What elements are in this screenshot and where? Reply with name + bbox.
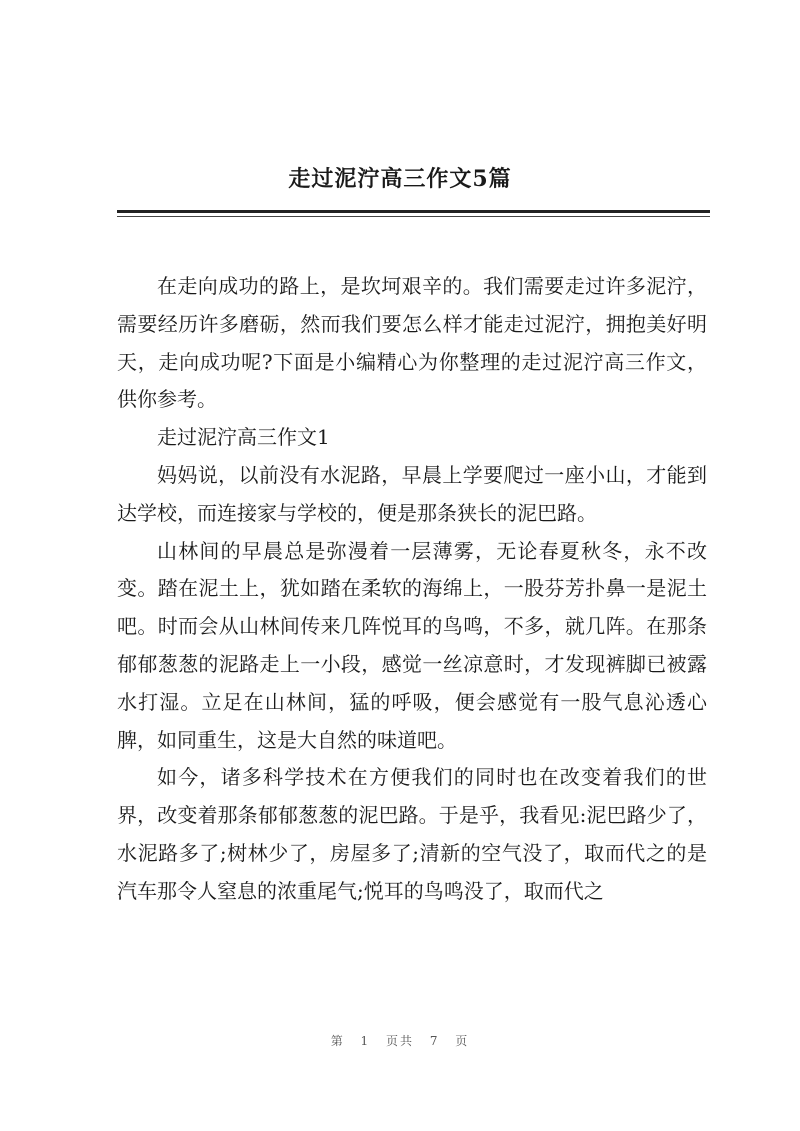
- body-paragraph: 山林间的早晨总是弥漫着一层薄雾，无论春夏秋冬，永不改变。踏在泥土上，犹如踏在柔软的海绵上，一股芬芳扑鼻一是泥土吧。时而会从山林间传来几阵悦耳的鸟鸣，不多，就几阵。在那条郁郁葱葱的泥路走上一小段，感觉一丝凉意时，才发现裤脚已被露水打湿。立足在山林间，猛的呼吸，便会感觉有一股气息沁透心脾，如同重生，这是大自然的味道吧。: [117, 538, 707, 752]
- title-divider-thick: [117, 210, 710, 213]
- body-paragraph: 如今，诸多科学技术在方便我们的同时也在改变着我们的世界，改变着那条郁郁葱葱的泥巴路。于是乎，我看见:泥巴路少了，水泥路多了;树林少了，房屋多了;清新的空气没了，取而代之的是汽车那令人窒息的浓重尾气;悦耳的鸟鸣没了，取而代之: [117, 765, 707, 903]
- page-number-footer: 第 1 页共 7 页: [330, 1034, 470, 1048]
- section-heading: 走过泥泞高三作文1: [157, 425, 330, 450]
- document-body: [117, 268, 707, 911]
- page-title: 走过泥泞高三作文5篇: [288, 166, 512, 192]
- title-divider-thin: [117, 216, 710, 217]
- body-paragraph: 妈妈说，以前没有水泥路，早晨上学要爬过一座小山，才能到达学校，而连接家与学校的，便是那条狭长的泥巴路。: [117, 462, 707, 525]
- intro-paragraph: 在走向成功的路上，是坎坷艰辛的。我们需要走过许多泥泞，需要经历许多磨砺，然而我们要怎么样才能走过泥泞，拥抱美好明天，走向成功呢?下面是小编精心为你整理的走过泥泞高三作文，供你参考。: [117, 274, 707, 412]
